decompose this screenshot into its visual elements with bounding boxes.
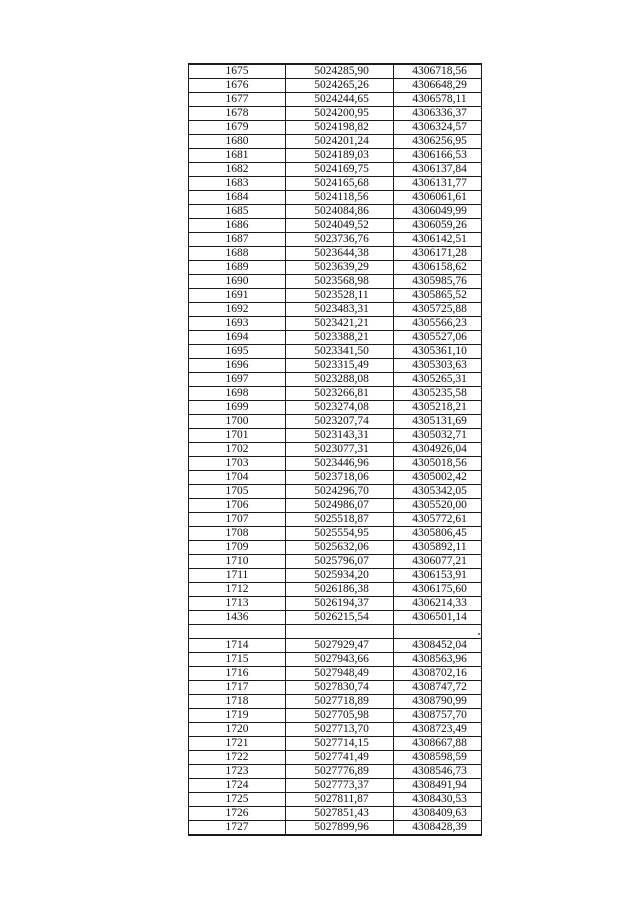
point-number-cell: 1693 [189, 317, 286, 331]
point-number-cell: 1682 [189, 163, 286, 177]
point-number-cell: 1717 [189, 681, 286, 695]
table-row [189, 219, 482, 233]
x-coordinate-cell: 5023274,08 [286, 401, 394, 415]
table-row [189, 541, 482, 555]
y-coordinate-cell: 4306214,33 [394, 597, 482, 611]
table-row [189, 765, 482, 779]
x-coordinate-cell: 5027776,89 [286, 765, 394, 779]
x-coordinate-cell: 5023388,21 [286, 331, 394, 345]
point-number-cell: 1726 [189, 807, 286, 821]
x-coordinate-cell: 5024986,07 [286, 499, 394, 513]
table-row [189, 177, 482, 191]
table-row [189, 625, 482, 639]
table-row [189, 135, 482, 149]
point-number-cell: 1701 [189, 429, 286, 443]
table-row [189, 93, 482, 107]
y-coordinate-cell: 4306256,95 [394, 135, 482, 149]
point-number-cell: 1719 [189, 709, 286, 723]
table-row [189, 513, 482, 527]
table-row [189, 597, 482, 611]
x-coordinate-cell: 5023288,08 [286, 373, 394, 387]
point-number-cell: 1681 [189, 149, 286, 163]
table-row [189, 723, 482, 737]
point-number-cell: 1692 [189, 303, 286, 317]
x-coordinate-cell: 5025632,06 [286, 541, 394, 555]
y-coordinate-cell: 4306648,29 [394, 79, 482, 93]
y-coordinate-cell: 4305772,61 [394, 513, 482, 527]
y-coordinate-cell: 4306059,26 [394, 219, 482, 233]
table-row [189, 555, 482, 569]
x-coordinate-cell: 5023568,98 [286, 275, 394, 289]
point-number-cell: 1675 [189, 64, 286, 79]
y-coordinate-cell: 4305018,56 [394, 457, 482, 471]
x-coordinate-cell: 5024118,56 [286, 191, 394, 205]
x-coordinate-cell: 5027851,43 [286, 807, 394, 821]
y-coordinate-cell: 4305342,05 [394, 485, 482, 499]
x-coordinate-cell: 5023446,96 [286, 457, 394, 471]
table-row [189, 121, 482, 135]
point-number-cell: 1711 [189, 569, 286, 583]
table-row [189, 737, 482, 751]
point-number-cell: 1687 [189, 233, 286, 247]
table-row [189, 247, 482, 261]
x-coordinate-cell: 5024265,26 [286, 79, 394, 93]
point-number-cell: 1676 [189, 79, 286, 93]
table-row [189, 331, 482, 345]
point-number-cell: 1690 [189, 275, 286, 289]
y-coordinate-cell: 4305361,10 [394, 345, 482, 359]
x-coordinate-cell: 5023421,21 [286, 317, 394, 331]
y-coordinate-cell: 4305002,42 [394, 471, 482, 485]
point-number-cell: 1702 [189, 443, 286, 457]
point-number-cell: 1725 [189, 793, 286, 807]
y-coordinate-cell: 4306049,99 [394, 205, 482, 219]
point-number-cell: 1706 [189, 499, 286, 513]
x-coordinate-cell: 5024244,65 [286, 93, 394, 107]
y-coordinate-cell: 4305806,45 [394, 527, 482, 541]
table-row [189, 639, 482, 653]
y-coordinate-cell [394, 625, 482, 639]
table-row [189, 751, 482, 765]
y-coordinate-cell: 4308747,72 [394, 681, 482, 695]
x-coordinate-cell: 5024198,82 [286, 121, 394, 135]
point-number-cell: 1696 [189, 359, 286, 373]
x-coordinate-cell: 5023483,31 [286, 303, 394, 317]
point-number-cell: 1727 [189, 821, 286, 836]
x-coordinate-cell: 5026194,37 [286, 597, 394, 611]
y-coordinate-cell: 4305865,52 [394, 289, 482, 303]
y-coordinate-cell: 4308452,04 [394, 639, 482, 653]
y-coordinate-cell: 4308667,88 [394, 737, 482, 751]
table-row [189, 205, 482, 219]
x-coordinate-cell: 5027899,96 [286, 821, 394, 836]
table-row [189, 779, 482, 793]
y-coordinate-cell: 4308757,70 [394, 709, 482, 723]
x-coordinate-cell: 5023077,31 [286, 443, 394, 457]
x-coordinate-cell: 5023718,06 [286, 471, 394, 485]
y-coordinate-cell: 4305892,11 [394, 541, 482, 555]
x-coordinate-cell: 5027948,49 [286, 667, 394, 681]
x-coordinate-cell: 5023143,31 [286, 429, 394, 443]
x-coordinate-cell: 5023528,11 [286, 289, 394, 303]
x-coordinate-cell: 5027830,74 [286, 681, 394, 695]
x-coordinate-cell: 5027929,47 [286, 639, 394, 653]
x-coordinate-cell: 5023341,50 [286, 345, 394, 359]
point-number-cell: 1705 [189, 485, 286, 499]
x-coordinate-cell: 5027713,70 [286, 723, 394, 737]
y-coordinate-cell: 4306061,61 [394, 191, 482, 205]
table-row [189, 289, 482, 303]
point-number-cell: 1697 [189, 373, 286, 387]
point-number-cell: 1699 [189, 401, 286, 415]
point-number-cell: 1700 [189, 415, 286, 429]
point-number-cell: 1708 [189, 527, 286, 541]
y-coordinate-cell: 4308409,63 [394, 807, 482, 821]
y-coordinate-cell: 4306158,62 [394, 261, 482, 275]
y-coordinate-cell: 4305985,76 [394, 275, 482, 289]
x-coordinate-cell [286, 625, 394, 639]
y-coordinate-cell: 4306718,56 [394, 64, 482, 79]
x-coordinate-cell: 5027773,37 [286, 779, 394, 793]
y-coordinate-cell: 4308430,53 [394, 793, 482, 807]
point-number-cell: 1712 [189, 583, 286, 597]
table-row [189, 303, 482, 317]
point-number-cell: 1694 [189, 331, 286, 345]
point-number-cell: 1685 [189, 205, 286, 219]
y-coordinate-cell: 4305520,00 [394, 499, 482, 513]
point-number-cell: 1713 [189, 597, 286, 611]
point-number-cell: 1723 [189, 765, 286, 779]
point-number-cell: 1710 [189, 555, 286, 569]
table-row [189, 429, 482, 443]
point-number-cell: 1686 [189, 219, 286, 233]
x-coordinate-cell: 5024285,90 [286, 64, 394, 79]
y-coordinate-cell: 4305218,21 [394, 401, 482, 415]
table-row [189, 709, 482, 723]
y-coordinate-cell: 4304926,04 [394, 443, 482, 457]
table-row [189, 667, 482, 681]
point-number-cell [189, 625, 286, 639]
table-row [189, 64, 482, 79]
y-coordinate-cell: 4308723,49 [394, 723, 482, 737]
x-coordinate-cell: 5024084,86 [286, 205, 394, 219]
table-row [189, 443, 482, 457]
y-coordinate-cell: 4308428,39 [394, 821, 482, 836]
y-coordinate-cell: 4305566,23 [394, 317, 482, 331]
table-row [189, 681, 482, 695]
table-row [189, 821, 482, 836]
table-row [189, 793, 482, 807]
x-coordinate-cell: 5024201,24 [286, 135, 394, 149]
point-number-cell: 1678 [189, 107, 286, 121]
y-coordinate-cell: 4305235,58 [394, 387, 482, 401]
point-number-cell: 1436 [189, 611, 286, 625]
y-coordinate-cell: 4308702,16 [394, 667, 482, 681]
y-coordinate-cell: 4306175,60 [394, 583, 482, 597]
point-number-cell: 1691 [189, 289, 286, 303]
point-number-cell: 1703 [189, 457, 286, 471]
x-coordinate-cell: 5024165,68 [286, 177, 394, 191]
table-row [189, 345, 482, 359]
y-coordinate-cell: 4305265,31 [394, 373, 482, 387]
x-coordinate-cell: 5025934,20 [286, 569, 394, 583]
table-row [189, 317, 482, 331]
x-coordinate-cell: 5023736,76 [286, 233, 394, 247]
x-coordinate-cell: 5027718,89 [286, 695, 394, 709]
point-number-cell: 1689 [189, 261, 286, 275]
point-number-cell: 1698 [189, 387, 286, 401]
table-row [189, 485, 482, 499]
table-row [189, 191, 482, 205]
point-number-cell: 1714 [189, 639, 286, 653]
table-row [189, 499, 482, 513]
table-row [189, 695, 482, 709]
y-coordinate-cell: 4306137,84 [394, 163, 482, 177]
coordinates-table [188, 63, 482, 836]
point-number-cell: 1709 [189, 541, 286, 555]
x-coordinate-cell: 5027811,87 [286, 793, 394, 807]
table-row [189, 359, 482, 373]
y-coordinate-cell: 4306324,57 [394, 121, 482, 135]
y-coordinate-cell: 4306336,37 [394, 107, 482, 121]
x-coordinate-cell: 5025796,07 [286, 555, 394, 569]
table-row [189, 471, 482, 485]
y-coordinate-cell: 4306171,28 [394, 247, 482, 261]
x-coordinate-cell: 5023639,29 [286, 261, 394, 275]
y-coordinate-cell: 4305131,69 [394, 415, 482, 429]
y-coordinate-cell: 4306142,51 [394, 233, 482, 247]
x-coordinate-cell: 5026215,54 [286, 611, 394, 625]
coordinates-table-body [189, 64, 482, 835]
table-row [189, 107, 482, 121]
y-coordinate-cell: 4306578,11 [394, 93, 482, 107]
table-row [189, 163, 482, 177]
table-row [189, 415, 482, 429]
x-coordinate-cell: 5027943,66 [286, 653, 394, 667]
point-number-cell: 1722 [189, 751, 286, 765]
table-row [189, 387, 482, 401]
table-row [189, 261, 482, 275]
point-number-cell: 1679 [189, 121, 286, 135]
y-coordinate-cell: 4306166,53 [394, 149, 482, 163]
table-row [189, 275, 482, 289]
y-coordinate-cell: 4305032,71 [394, 429, 482, 443]
table-row [189, 457, 482, 471]
point-number-cell: 1680 [189, 135, 286, 149]
point-number-cell: 1683 [189, 177, 286, 191]
point-number-cell: 1724 [189, 779, 286, 793]
point-number-cell: 1684 [189, 191, 286, 205]
point-number-cell: 1716 [189, 667, 286, 681]
x-coordinate-cell: 5023266,81 [286, 387, 394, 401]
table-row [189, 569, 482, 583]
point-number-cell: 1715 [189, 653, 286, 667]
x-coordinate-cell: 5023644,38 [286, 247, 394, 261]
y-coordinate-cell: 4306501,14 [394, 611, 482, 625]
x-coordinate-cell: 5027714,15 [286, 737, 394, 751]
point-number-cell: 1718 [189, 695, 286, 709]
x-coordinate-cell: 5024296,70 [286, 485, 394, 499]
table-row [189, 149, 482, 163]
y-coordinate-cell: 4305303,63 [394, 359, 482, 373]
x-coordinate-cell: 5025518,87 [286, 513, 394, 527]
table-row [189, 79, 482, 93]
y-coordinate-cell: 4306077,21 [394, 555, 482, 569]
x-coordinate-cell: 5024200,95 [286, 107, 394, 121]
y-coordinate-cell: 4306153,91 [394, 569, 482, 583]
x-coordinate-cell: 5026186,38 [286, 583, 394, 597]
scan-mark [478, 633, 480, 635]
x-coordinate-cell: 5023207,74 [286, 415, 394, 429]
y-coordinate-cell: 4308546,73 [394, 765, 482, 779]
y-coordinate-cell: 4308598,59 [394, 751, 482, 765]
x-coordinate-cell: 5024049,52 [286, 219, 394, 233]
y-coordinate-cell: 4305527,06 [394, 331, 482, 345]
x-coordinate-cell: 5024169,75 [286, 163, 394, 177]
x-coordinate-cell: 5023315,49 [286, 359, 394, 373]
table-row [189, 527, 482, 541]
table-row [189, 373, 482, 387]
point-number-cell: 1695 [189, 345, 286, 359]
y-coordinate-cell: 4305725,88 [394, 303, 482, 317]
y-coordinate-cell: 4308790,99 [394, 695, 482, 709]
y-coordinate-cell: 4308563,96 [394, 653, 482, 667]
point-number-cell: 1721 [189, 737, 286, 751]
table-row [189, 583, 482, 597]
table-row [189, 807, 482, 821]
y-coordinate-cell: 4306131,77 [394, 177, 482, 191]
table-row [189, 653, 482, 667]
point-number-cell: 1707 [189, 513, 286, 527]
table-row [189, 233, 482, 247]
point-number-cell: 1688 [189, 247, 286, 261]
x-coordinate-cell: 5027741,49 [286, 751, 394, 765]
table-row [189, 611, 482, 625]
table-row [189, 401, 482, 415]
x-coordinate-cell: 5025554,95 [286, 527, 394, 541]
point-number-cell: 1704 [189, 471, 286, 485]
point-number-cell: 1720 [189, 723, 286, 737]
x-coordinate-cell: 5024189,03 [286, 149, 394, 163]
point-number-cell: 1677 [189, 93, 286, 107]
x-coordinate-cell: 5027705,98 [286, 709, 394, 723]
y-coordinate-cell: 4308491,94 [394, 779, 482, 793]
